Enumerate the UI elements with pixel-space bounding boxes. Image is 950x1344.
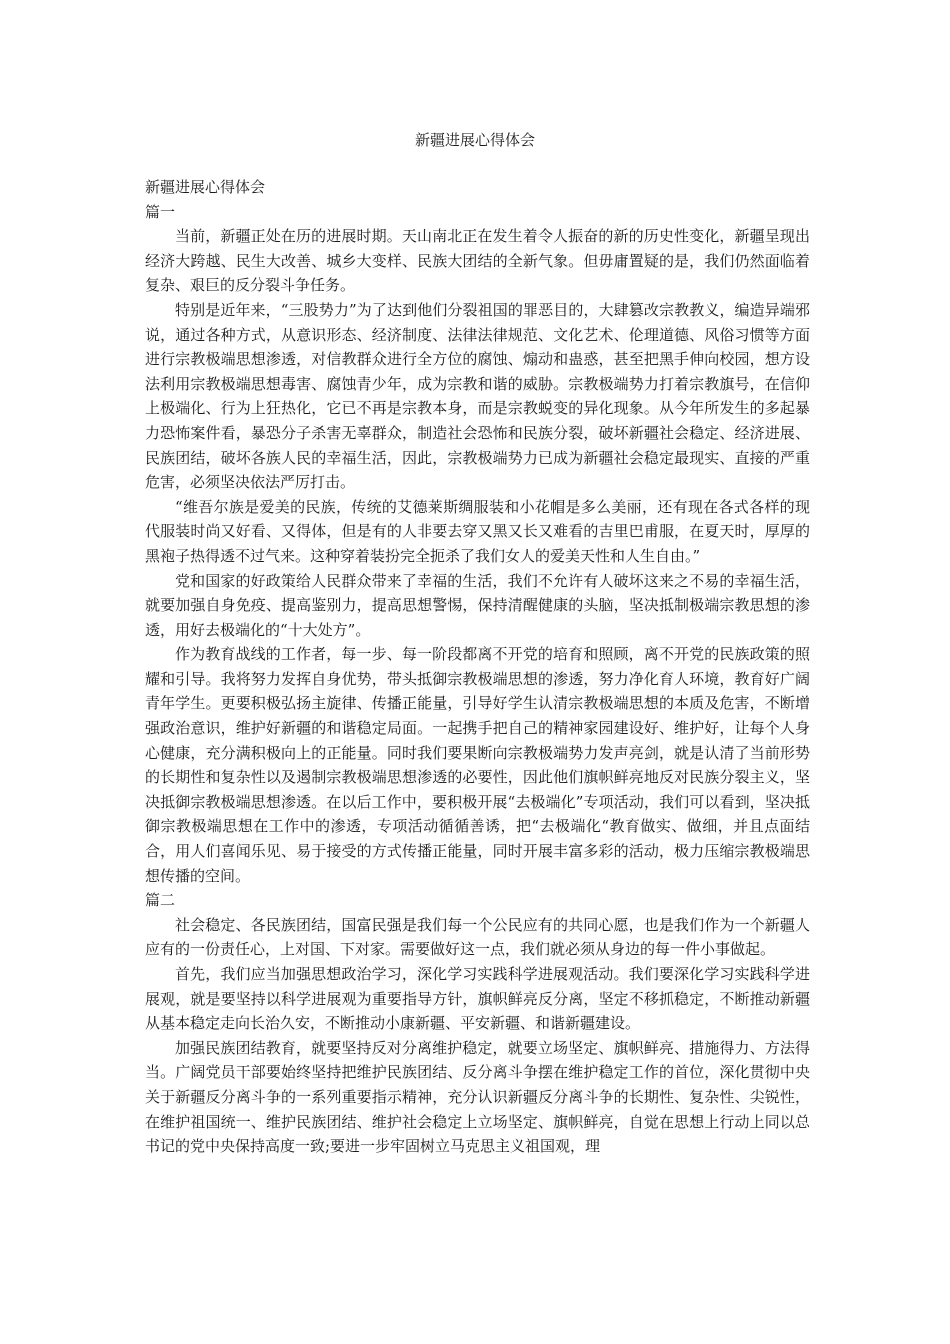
section-heading-1: 篇一 bbox=[145, 202, 176, 221]
paragraph: 特别是近年来，“三股势力”为了达到他们分裂祖国的罪恶目的，大肆篡改宗教教义，编造异端邪说，通过各种方式，从意识形态、经济制度、法律法律规范、文化艺术、伦理道德、风俗习惯等方面进行宗教极端思想渗透，对信教群众进行全方位的腐蚀、煽动和蛊惑，甚至把黑手伸向校园，想方设法利用宗教极端思想毒害、腐蚀青少年，成为宗教和谐的威胁。宗教极端势力打着宗教旗号，在信仰上极端化、行为上狂热化，它已不再是宗教本身，而是宗教蜕变的异化现象。从今年所发生的多起暴力恐怖案件看，暴恐分子杀害无辜群众，制造社会恐怖和民族分裂，破坏新疆社会稳定、经济进展、民族团结，破坏各族人民的幸福生活，因此，宗教极端势力已成为新疆社会稳定最现实、直接的严重危害，必须坚决依法严厉打击。 bbox=[145, 300, 810, 492]
paragraph: 党和国家的好政策给人民群众带来了幸福的生活，我们不允许有人破坏这来之不易的幸福生活，就要加强自身免疫、提高鉴别力，提高思想警惕，保持清醒健康的头脑，坚决抵制极端宗教思想的渗透，用好去极端化的“十大处方”。 bbox=[145, 571, 810, 639]
paragraph: 作为教育战线的工作者，每一步、每一阶段都离不开党的培育和照顾，离不开党的民族政策的照耀和引导。我将努力发挥自身优势，带头抵御宗教极端思想的渗透，努力净化育人环境，教育好广阔青年学生。更要积极弘扬主旋律、传播正能量，引导好学生认清宗教极端思想的本质及危害，不断增强政治意识，维护好新疆的和谐稳定局面。一起携手把自己的精神家园建设好、维护好，让每个人身心健康，充分满积极向上的正能量。同时我们要果断向宗教极端势力发声亮剑，就是认清了当前形势的长期性和复杂性以及遏制宗教极端思想渗透的必要性，因此他们旗帜鲜亮地反对民族分裂主义，坚决抵御宗教极端思想渗透。在以后工作中，要积极开展“去极端化”专项活动，我们可以看到，坚决抵御宗教极端思想在工作中的渗透，专项活动循循善诱，把“去极端化“教育做实、做细，并且点面结合，用人们喜闻乐见、易于接受的方式传播正能量，同时开展丰富多彩的活动，极力压缩宗教极端思想传播的空间。 bbox=[145, 645, 810, 885]
paragraph: “维吾尔族是爱美的民族，传统的艾德莱斯绸服装和小花帽是多么美丽，还有现在各式各样的现代服装时尚又好看、又得体，但是有的人非要去穿又黑又长又难看的吉里巴甫服，在夏天时，厚厚的黑袍子热得透不过气来。这种穿着装扮完全扼杀了我们女人的爱美天性和人生自由。” bbox=[145, 497, 810, 565]
paragraph: 首先，我们应当加强思想政治学习，深化学习实践科学进展观活动。我们要深化学习实践科学进展观，就是要坚持以科学进展观为重要指导方针，旗帜鲜亮反分离，坚定不移抓稳定，不断推动新疆从基本稳定走向长治久安，不断推动小康新疆、平安新疆、和谐新疆建设。 bbox=[145, 965, 810, 1033]
document-subtitle: 新疆进展心得体会 bbox=[145, 178, 266, 196]
paragraph: 加强民族团结教育，就要坚持反对分离维护稳定，就要立场坚定、旗帜鲜亮、措施得力、方法得当。广阔党员干部要始终坚持把维护民族团结、反分离斗争摆在维护稳定工作的首位，深化贯彻中央关于新疆反分离斗争的一系列重要指示精神，充分认识新疆反分离斗争的长期性、复杂性、尖锐性，在维护祖国统一、维护民族团结、维护社会稳定上立场坚定、旗帜鲜亮，自觉在思想上行动上同以总书记的党中央保持高度一致;要进一步牢固树立马克思主义祖国观，理 bbox=[145, 1038, 810, 1156]
section-heading-2: 篇二 bbox=[145, 891, 176, 910]
document-body bbox=[145, 175, 810, 1159]
document-title: 新疆进展心得体会 bbox=[414, 131, 535, 149]
paragraph: 社会稳定、各民族团结，国富民强是我们每一个公民应有的共同心愿，也是我们作为一个新疆人应有的一份责任心，上对国、下对家。需要做好这一点，我们就必须从身边的每一件小事做起。 bbox=[145, 915, 810, 959]
paragraph: 当前，新疆正处在历的进展时期。天山南北正在发生着令人振奋的新的历史性变化，新疆呈现出经济大跨越、民生大改善、城乡大变样、民族大团结的全新气象。但毋庸置疑的是，我们仍然面临着复杂、艰巨的反分裂斗争任务。 bbox=[145, 227, 810, 295]
